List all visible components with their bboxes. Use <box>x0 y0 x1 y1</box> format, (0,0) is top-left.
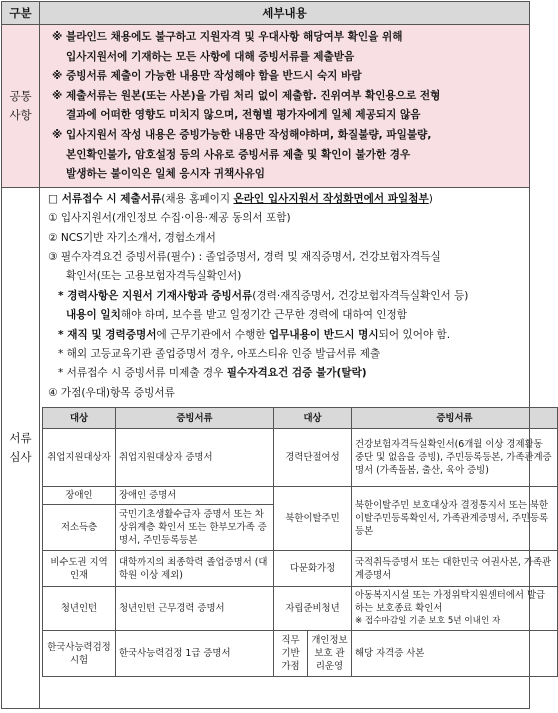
note-duties: * 재직 및 경력증명서에 근무기관에서 수행한 업무내용이 반드시 명시되어 있어야 함. <box>58 328 451 341</box>
header-details: 세부내용 <box>40 2 530 25</box>
col-document: 증빙서류 <box>352 408 558 429</box>
col-target: 대상 <box>274 408 352 429</box>
table-cell-doc: 국적취득증명서 또는 대한민국 여권사본, 가족관계증명서 <box>352 551 558 587</box>
submission-heading: □ 서류접수 시 제출서류(채용 홈페이지 온라인 입사지원서 작성화면에서 파일첨부) <box>48 192 433 205</box>
review-content <box>40 187 552 708</box>
item-required-docs: ③ 필수자격요건 증빙서류(필수) : 졸업증명서, 경력 및 재직증명서, 건강보험자격득실 <box>48 250 441 263</box>
table-cell-doc: 대학까지의 최종학력 졸업증명서 (대학원 이상 제외) <box>116 551 274 587</box>
header-category: 구분 <box>2 2 40 25</box>
note-career-match: * 경력사항은 지원서 기재사항과 증빙서류(경력·재직증명서, 건강보험자격득실확인서 등) <box>58 289 469 302</box>
common-line: 입사지원서에 기재하는 모든 사항에 대해 증빙서류를 제출받음 <box>66 50 355 63</box>
table-cell-doc: 국민기초생활수급자 증명서 또는 차상위계층 확인서 또는 한부모가족 증명서, 주민등록등본 <box>116 505 274 551</box>
table-cell-doc: 북한이탈주민 보호대상자 결정통지서 또는 북한이탈주민등록확인서, 가족관계증명서, 주민등록등본 <box>352 487 558 551</box>
table-cell-doc: 청년인턴 근무경력 증명서 <box>116 587 274 631</box>
table-cell-target: 다문화가정 <box>274 551 352 587</box>
col-document: 증빙서류 <box>116 408 274 429</box>
table-cell-target: 개인정보 보호 관리운영 <box>308 631 352 677</box>
common-line: ※ 증빙서류 제출이 가능한 내용만 작성해야 함을 반드시 숙지 바람 <box>52 70 362 83</box>
table-cell-doc: 한국사능력검정 1급 증명서 <box>116 631 274 677</box>
table-cell-target: 한국사능력검정 시험 <box>43 631 116 677</box>
recruitment-details-table <box>1 1 552 709</box>
common-line: 결과에 어떠한 영향도 미치지 않으며, 전형별 평가자에게 일체 제공되지 않음 <box>66 109 421 122</box>
table-cell-doc: 건강보험자격득실확인서(6개월 이상 경제활동 중단 및 없음을 증빙), 주민등록등본, 가족관계증명서 (가족돌봄, 출산, 육아 증빙) <box>352 429 558 487</box>
review-label: 서류 심사 <box>2 187 40 708</box>
common-notes <box>40 25 530 188</box>
note-career-match-cont: 내용이 일치해야 하며, 보수를 받고 일정기간 근무한 경력에 대하여 인정함 <box>66 309 408 322</box>
table-cell-doc: 장애인 증명서 <box>116 487 274 505</box>
common-line: 본인확인불가, 암호설정 등의 사유로 증빙서류 제출 및 확인이 불가한 경우 <box>66 148 411 161</box>
note-missing-docs: * 서류접수 시 증빙서류 미제출 경우 필수자격요건 검증 불가(탈락) <box>58 367 367 380</box>
common-line: 발생하는 불이익은 일체 응시자 귀책사유임 <box>66 168 265 181</box>
common-label: 공통 사항 <box>2 25 40 188</box>
bonus-docs-table <box>42 407 558 677</box>
table-cell-target: 청년인턴 <box>43 587 116 631</box>
table-cell-target: 북한이탈주민 <box>274 487 352 551</box>
item-self-intro: ② NCS기반 자기소개서, 경험소개서 <box>48 231 216 244</box>
common-line: ※ 제출서류는 원본(또는 사본)을 가림 처리 없이 제출함. 진위여부 확인용으로 전형 <box>52 89 441 102</box>
document-page <box>1 1 552 711</box>
table-cell-target: 경력단절여성 <box>274 429 352 487</box>
item-bonus-docs: ④ 가점(우대)항목 증빙서류 <box>48 386 175 399</box>
table-cell-doc: 취업지원대상자 증명서 <box>116 429 274 487</box>
table-cell-target: 자립준비청년 <box>274 587 352 631</box>
note-apostille: * 해외 고등교육기관 졸업증명서 경우, 아포스티유 인증 발급서류 제출 <box>58 348 381 360</box>
common-line: ※ 블라인드 채용에도 불구하고 지원자격 및 우대사항 해당여부 확인을 위해 <box>52 31 403 43</box>
col-target: 대상 <box>43 408 116 429</box>
common-line: ※ 입사지원서 작성 내용은 증빙가능한 내용만 작성해야하며, 화질불량, 파일불량, <box>52 128 432 141</box>
table-cell-target: 취업지원대상자 <box>43 429 116 487</box>
table-cell-doc: 아동복지시설 또는 가정위탁지원센터에서 발급하는 보호종료 확인서 ※ 접수마감일 기준 보호 5년 이내인 자 <box>352 587 558 631</box>
item-required-docs-cont: 확인서(또는 고용보험자격득실확인서) <box>66 270 242 283</box>
table-cell-doc: 해당 자격증 사본 <box>352 631 558 677</box>
protection-period-note: ※ 접수마감일 기준 보호 5년 이내인 자 <box>355 616 501 627</box>
table-cell-target: 장애인 <box>43 487 116 505</box>
table-cell-target: 비수도권 지역인재 <box>43 551 116 587</box>
table-cell-target: 저소득층 <box>43 505 116 551</box>
table-cell-target: 직무 기반 가점 <box>274 631 308 677</box>
item-application: ① 입사지원서(개인정보 수집·이용·제공 동의서 포함) <box>48 212 291 225</box>
